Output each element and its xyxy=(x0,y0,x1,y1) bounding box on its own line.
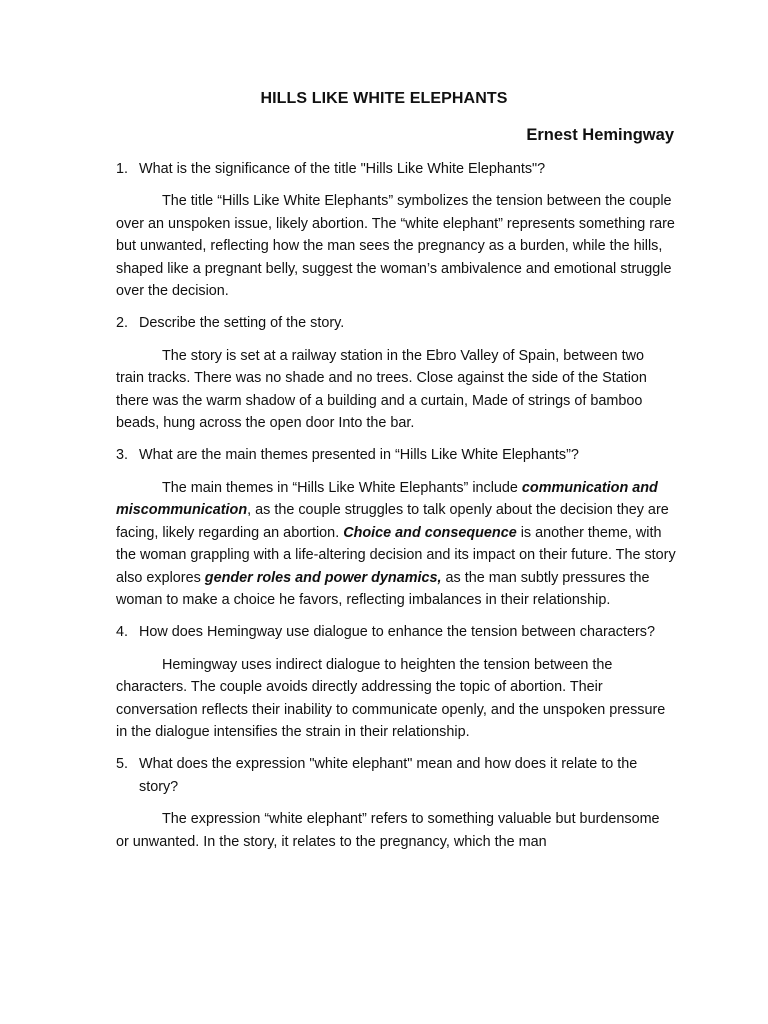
emphasis-gender-roles: gender roles and power dynamics, xyxy=(204,569,442,586)
answer-3 xyxy=(116,477,676,611)
question-number: 1. xyxy=(116,161,129,177)
question-2 xyxy=(116,312,676,334)
answer-5: The expression “white elephant” refers to something valuable but burdensome or unwanted. In the story, it relates to the pregnancy, which the man xyxy=(116,811,660,850)
emphasis-choice: Choice and consequence xyxy=(343,524,517,541)
document-body xyxy=(116,158,676,853)
answer-2: The story is set at a railway station in the Ebro Valley of Spain, between two train tracks. There was no shade and no trees. Close against the side of the Station there was the warm shadow of a building and a curtain, Made of strings of bamboo beads, hung across the open door Into the bar. xyxy=(116,347,647,432)
document-author: Ernest Hemingway xyxy=(526,126,674,144)
answer-text: is another theme, with the woman grappling with a life-altering decision and its impact on their future. The story also explores xyxy=(116,524,676,586)
answer-text: The main themes in “Hills Like White Elephants” include xyxy=(162,479,522,496)
question-1 xyxy=(116,158,676,180)
question-number: 3. xyxy=(116,447,129,464)
emphasis-communication: communication and miscommunication xyxy=(116,479,658,519)
question-3 xyxy=(116,444,676,466)
question-text: What does the expression "white elephant" mean and how does it relate to the story? xyxy=(139,756,638,795)
answer-1: The title “Hills Like White Elephants” symbolizes the tension between the couple over an unspoken issue, likely abortion. The “white elephant” represents something rare but unwanted, reflecting how the man sees the pregnancy as a burden, while the hills, shaped like a pregnant belly, suggest the woman’s ambivalence and emotional struggle over the decision. xyxy=(116,193,675,300)
question-4 xyxy=(116,621,676,643)
question-text: Describe the setting of the story. xyxy=(139,315,345,332)
answer-text: , as the couple struggles to talk openly about the decision they are facing, likely regarding an abortion. xyxy=(116,502,669,541)
answer-4: Hemingway uses indirect dialogue to heighten the tension between the characters. The couple avoids directly addressing the topic of abortion. Their conversation reflects their inability to communicate openly, and the unspoken pressure in the dialogue intensifies the strain in their relationship. xyxy=(116,656,666,740)
question-text: How does Hemingway use dialogue to enhance the tension between characters? xyxy=(139,624,655,641)
document-title: HILLS LIKE WHITE ELEPHANTS xyxy=(260,90,508,107)
question-5 xyxy=(116,753,676,798)
question-text: What is the significance of the title "Hills Like White Elephants"? xyxy=(139,161,546,177)
answer-text: as the man subtly pressures the woman to make a choice he favors, reflecting imbalances in their relationship. xyxy=(116,569,650,608)
question-number: 4. xyxy=(116,624,129,641)
question-number: 5. xyxy=(116,756,129,773)
question-number: 2. xyxy=(116,315,129,332)
question-text: What are the main themes presented in “Hills Like White Elephants”? xyxy=(139,447,579,464)
